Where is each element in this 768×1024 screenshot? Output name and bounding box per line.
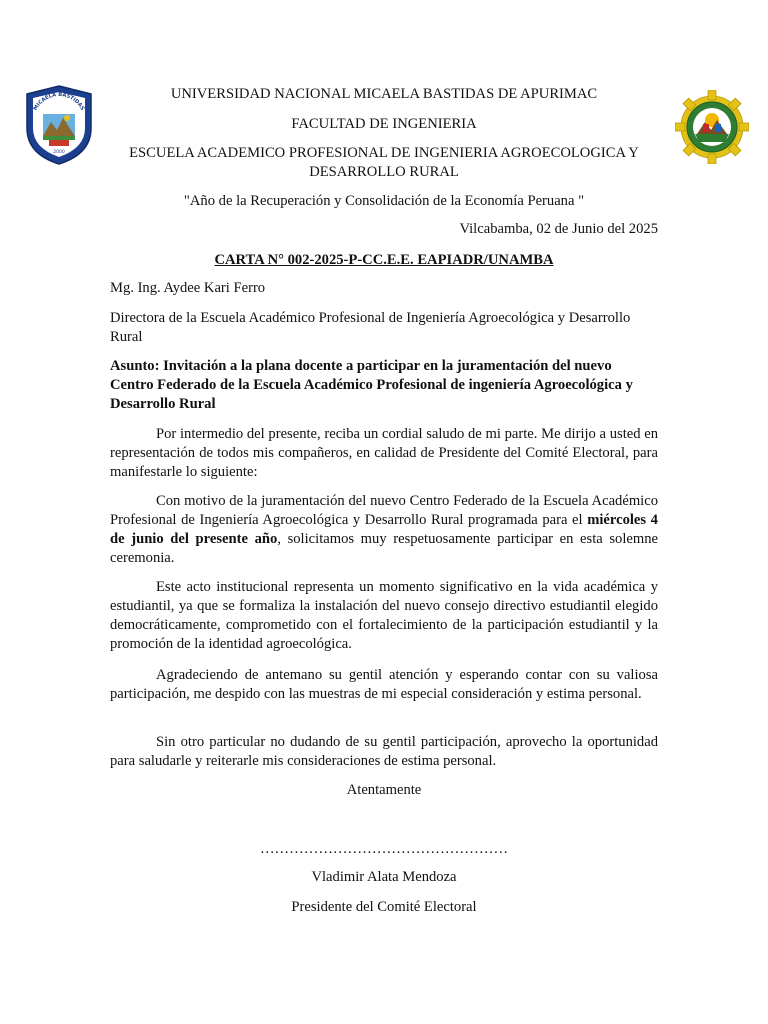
left-logo-year: 2000	[53, 150, 65, 155]
signature-line: ……………………………………………	[259, 841, 509, 857]
paragraph-2-text-b: , solicitamos muy respetuosamente participar en esta solemne ceremonia.	[110, 531, 658, 566]
school-name: ESCUELA ACADEMICO PROFESIONAL DE INGENIERIA AGROECOLOGICA Y DESARROLLO RURAL	[129, 145, 639, 180]
recipient-name: Mg. Ing. Aydee Kari Ferro	[110, 280, 266, 296]
university-name: UNIVERSIDAD NACIONAL MICAELA BASTIDAS DE APURIMAC	[170, 86, 598, 102]
year-motto: "Año de la Recuperación y Consolidación de la Economía Peruana "	[183, 193, 585, 209]
place-date: Vilcabamba, 02 de Junio del 2025	[459, 221, 658, 237]
paragraph-5: Sin otro particular no dudando de su gentil participación, aprovecho la oportunidad para saludarle y reiterarle mis consideraciones de estima personal.	[110, 734, 658, 769]
paragraph-4: Agradeciendo de antemano su gentil atención y esperando contar con su valiosa participación, me despido con las muestras de mi especial consideración y estima personal.	[110, 667, 658, 702]
letter-number: CARTA N° 002-2025-P-CC.E.E. EAPIADR/UNAMBA	[214, 252, 554, 268]
signer-name: Vladimir Alata Mendoza	[311, 869, 457, 885]
faculty-name: FACULTAD DE INGENIERIA	[291, 116, 477, 132]
paragraph-1: Por intermedio del presente, reciba un cordial saludo de mi parte. Me dirijo a usted en representación de todos mis compañeros, en calidad de Presidente del Comité Electoral, para manifestarle lo siguiente:	[110, 426, 658, 480]
paragraph-3: Este acto institucional representa un momento significativo en la vida académica y estudiantil, ya que se formaliza la instalación del nuevo consejo directivo estudiantil elegido democráticamente, comprometido con el fortalecimiento de la participación estudiantil y la promoción de la identidad agroecológica.	[110, 579, 658, 652]
paragraph-2-text-a: Con motivo de la juramentación del nuevo Centro Federado de la Escuela Académico Profesional de Ingeniería Agroecológica y Desarrollo Rural programada para el	[110, 493, 658, 528]
paragraph-2	[110, 492, 658, 568]
event-date-highlight: miércoles 4 de junio del presente año	[110, 512, 658, 547]
school-seal-logo	[675, 90, 749, 164]
left-logo-arc-text: MICAELA BASTIDAS	[32, 91, 86, 112]
recipient-role: Directora de la Escuela Académico Profesional de Ingeniería Agroecológica y Desarrollo Rural	[110, 310, 631, 345]
closing: Atentamente	[346, 782, 422, 798]
university-seal-logo	[23, 84, 95, 166]
letter-subject: Asunto: Invitación a la plana docente a participar en la juramentación del nuevo Centro Federado de la Escuela Académico Profesional de ingeniería Agroecológica y Desarrollo Rural	[110, 358, 633, 412]
signer-title: Presidente del Comité Electoral	[291, 899, 477, 915]
